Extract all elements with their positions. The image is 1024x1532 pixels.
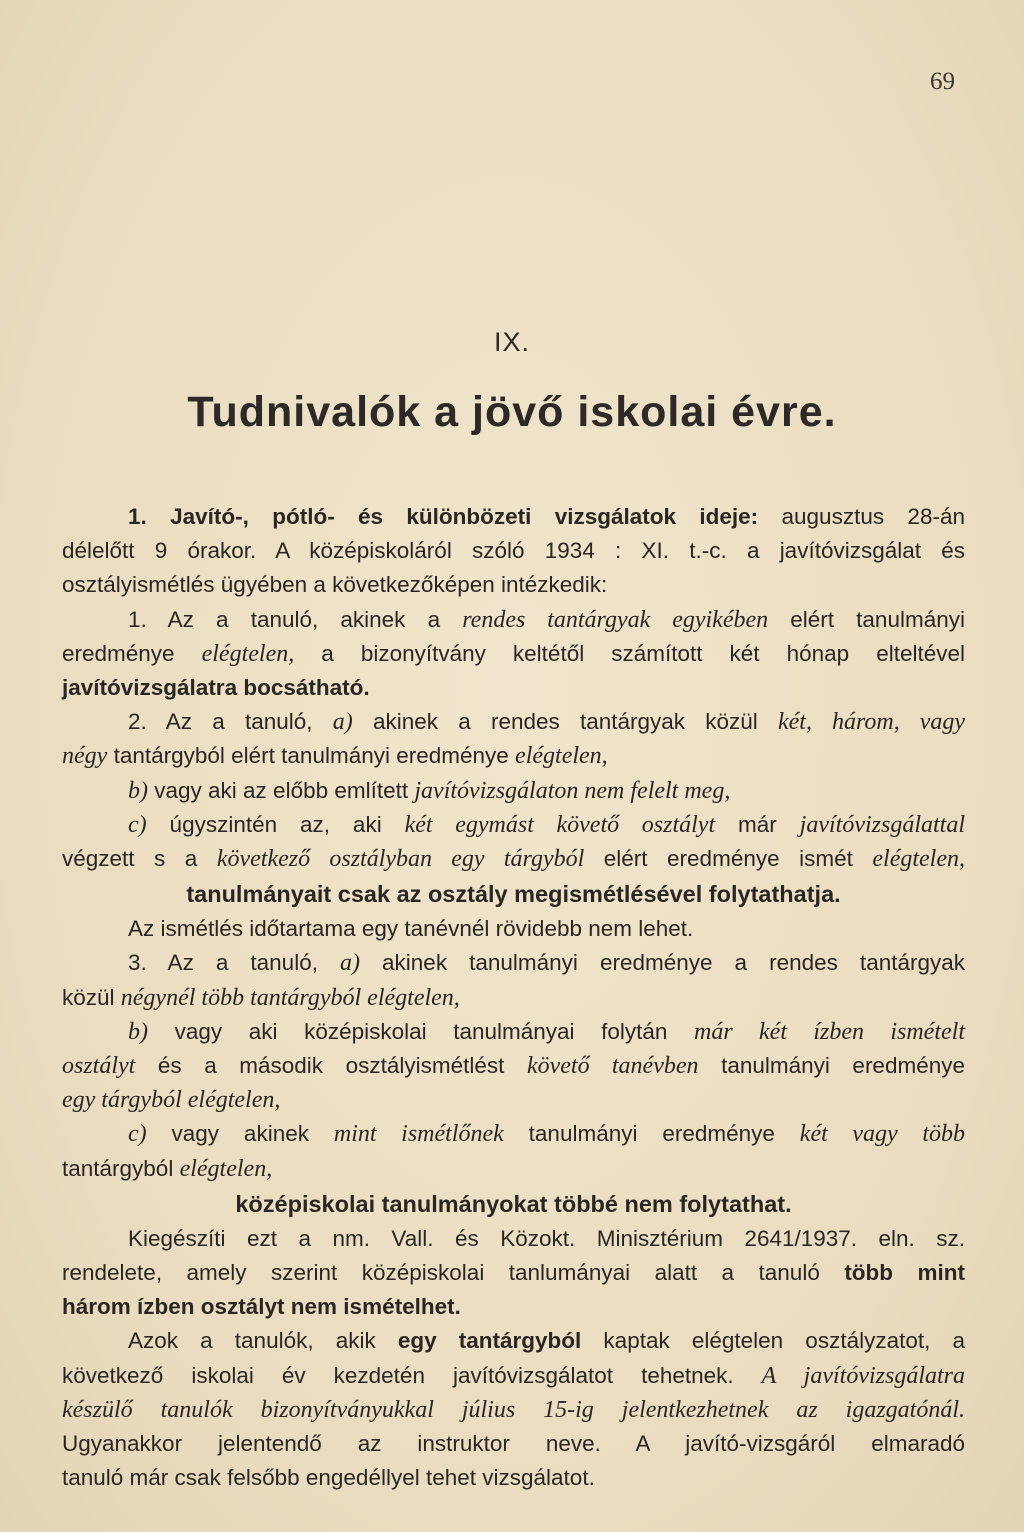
text-line: délelőtt 9 órakor. A középiskoláról szóló 1934 : XI. t.-c. a javítóvizsgálat és	[62, 538, 965, 564]
text-line: tanulmányait csak az osztály megismétlésével folytathatja.	[186, 881, 841, 908]
text-line: tanuló már csak felsőbb engedéllyel tehet vizsgálatot.	[62, 1465, 595, 1491]
text-line: 3. Az a tanuló, a) akinek tanulmányi eredménye a rendes tantárgyak	[128, 950, 965, 977]
section-title: Tudnivalók a jövő iskolai évre.	[187, 388, 837, 436]
text-line: középiskolai tanulmányokat többé nem folytathat.	[235, 1190, 792, 1217]
text-line: rendelete, amely szerint középiskolai tanlumányai alatt a tanuló több mint	[62, 1260, 965, 1286]
text-line: 1. Az a tanuló, akinek a rendes tantárgyak egyikében elért tanulmányi	[128, 606, 965, 633]
text-line: osztályismétlés ügyében a következőképen intézkedik:	[62, 572, 608, 598]
text-line: végzett s a következő osztályban egy tárgyból elért eredménye ismét elégtelen,	[62, 846, 965, 873]
text-line: 2. Az a tanuló, a) akinek a rendes tantárgyak közül két, három, vagy	[128, 709, 965, 736]
text-line: osztályt és a második osztályismétlést követő tanévben tanulmányi eredménye	[62, 1053, 965, 1080]
text-line: következő iskolai év kezdetén javítóvizsgálatot tehetnek. A javítóvizsgálatra	[62, 1362, 965, 1389]
text-line: Ugyanakkor jelentendő az instruktor neve. A javító-vizsgáról elmaradó	[62, 1431, 965, 1457]
body-text	[62, 500, 965, 1495]
text-line: készülő tanulók bizonyítványukkal július 15-ig jelentkezhetnek az igazgatónál.	[62, 1396, 965, 1423]
chapter-number: IX.	[493, 327, 530, 357]
text-line: javítóvizsgálatra bocsátható.	[62, 675, 370, 701]
text-line: b) vagy aki az előbb említett javítóvizsgálaton nem felelt meg,	[128, 777, 731, 804]
text-line: egy tárgyból elégtelen,	[62, 1087, 281, 1114]
text-line: b) vagy aki középiskolai tanulmányai folytán már két ízben ismételt	[128, 1018, 965, 1045]
text-line: tantárgyból elégtelen,	[62, 1155, 273, 1182]
text-line: eredménye elégtelen, a bizonyítvány keltétől számított két hónap elteltével	[62, 640, 965, 667]
text-line: Kiegészíti ezt a nm. Vall. és Közokt. Minisztérium 2641/1937. eln. sz.	[128, 1225, 965, 1251]
text-line: 1. Javító-, pótló- és különbözeti vizsgálatok ideje: augusztus 28-án	[128, 504, 965, 529]
page-number: 69	[930, 68, 955, 95]
text-line: három ízben osztályt nem ismételhet.	[62, 1294, 461, 1320]
text-line: közül négynél több tantárgyból elégtelen,	[62, 984, 460, 1011]
text-line: négy tantárgyból elért tanulmányi eredménye elégtelen,	[62, 743, 608, 770]
text-line: Az ismétlés időtartama egy tanévnél rövidebb nem lehet.	[128, 916, 694, 942]
text-line: Azok a tanulók, akik egy tantárgyból kaptak elégtelen osztályzatot, a	[128, 1328, 966, 1354]
text-line: c) vagy akinek mint ismétlőnek tanulmányi eredménye két vagy több	[128, 1121, 965, 1148]
text-line: c) úgyszintén az, aki két egymást követő osztályt már javítóvizsgálattal	[128, 811, 965, 838]
